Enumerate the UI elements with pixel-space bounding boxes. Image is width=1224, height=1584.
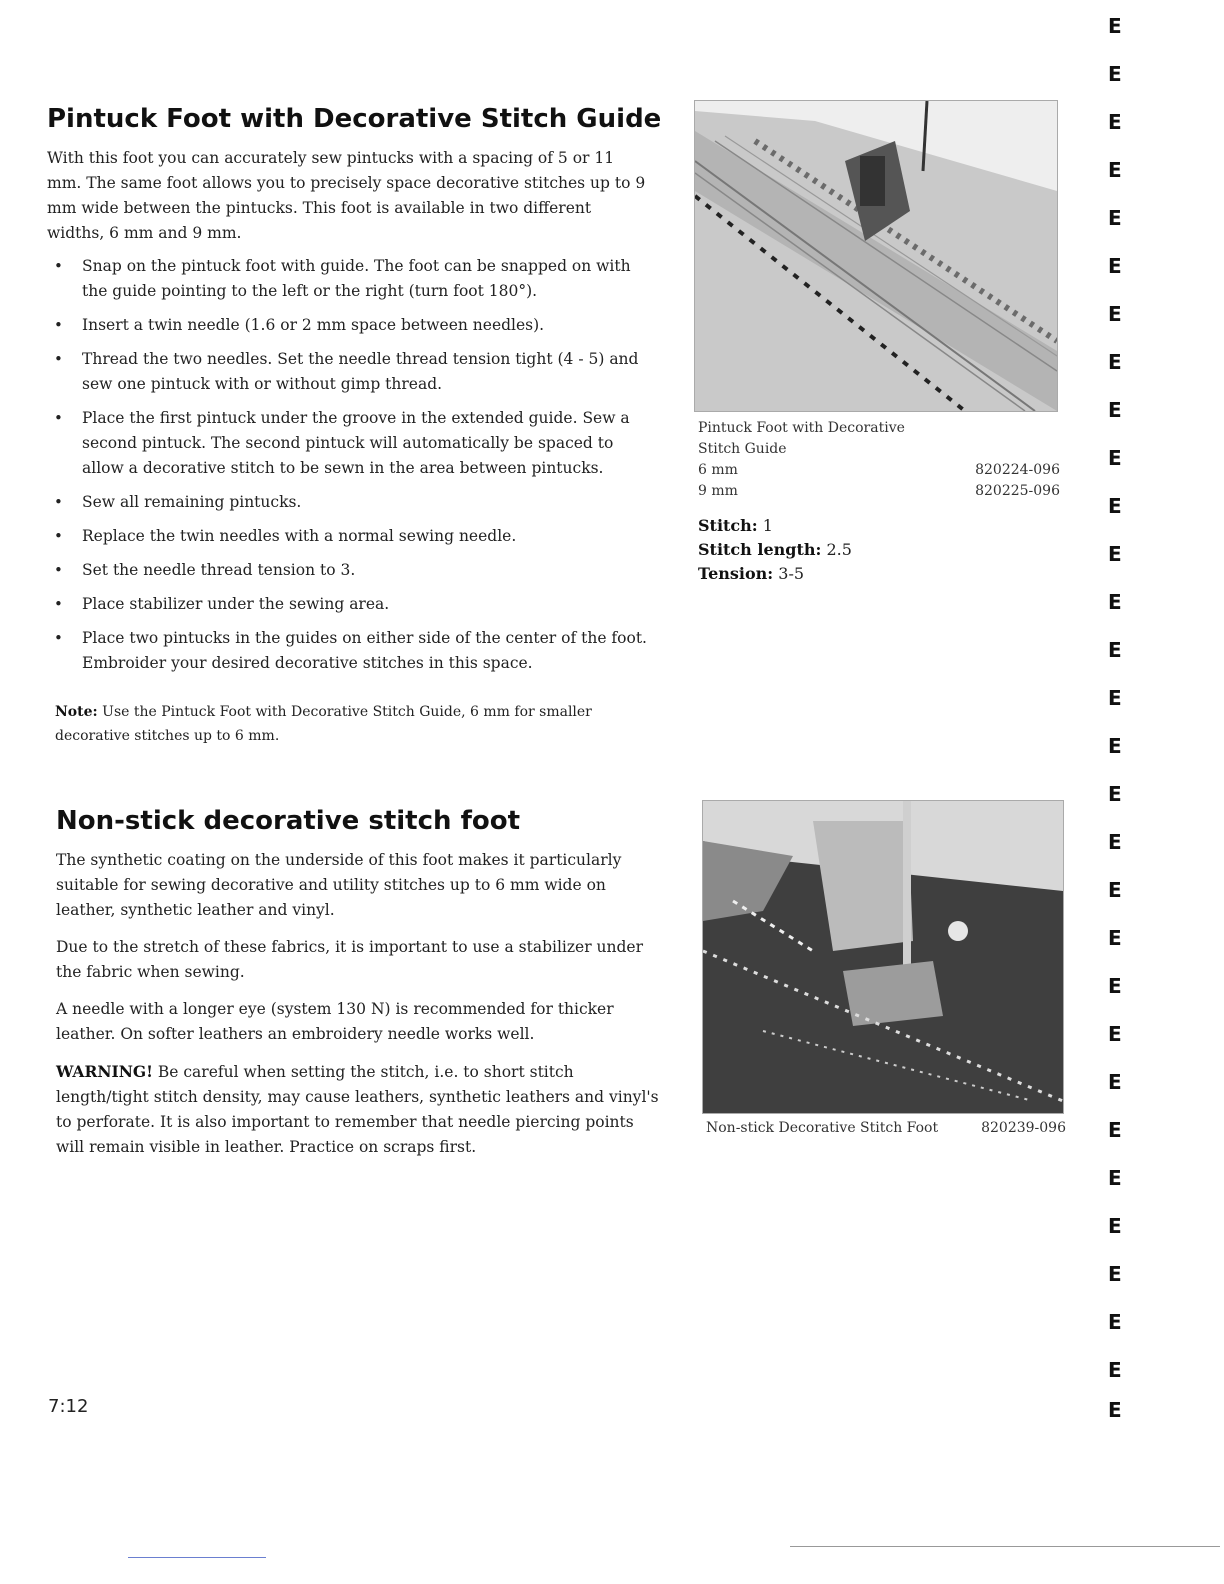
index-tab: E [1108,1358,1122,1382]
index-tab: E [1108,1166,1122,1190]
warning-label: WARNING! [56,1062,153,1081]
non-stick-photo-illustration [703,801,1063,1113]
variant-label: 6 mm [698,462,738,478]
section-title-pintuck: Pintuck Foot with Decorative Stitch Guide [47,104,662,134]
variant-label: 9 mm [698,483,738,499]
non-stick-para-3: A needle with a longer eye (system 130 N) is recommended for thicker leather. On softer leathers an embroidery needle works well. [56,1000,614,1043]
stitch-label: Stitch: [698,516,758,535]
part-number: 820239-096 [981,1120,1066,1136]
part-number: 820225-096 [975,483,1060,499]
index-tab: E [1108,494,1122,518]
tension-value: 3-5 [778,564,805,583]
stitch-value: 1 [762,516,773,535]
warning-text: Be careful when setting the stitch, i.e. to short stitch length/tight stitch density, may cause leathers, synthetic leathers and vinyl's to perforate. It is also important to remember that needle piercing points will remain visible in leather. Practice on scraps first. [56,1063,659,1156]
list-item: • Replace the twin needles with a normal sewing needle. [52,524,652,549]
pintuck-intro: With this foot you can accurately sew pintucks with a spacing of 5 or 11 mm. The same foot allows you to precisely space decorative stitches up to 9 mm wide between the pintucks. This foot is available in two different widths, 6 mm and 9 mm. [47,149,646,242]
caption-line-2: Stitch Guide [698,441,787,457]
pintuck-note [55,700,645,748]
length-value: 2.5 [826,540,852,559]
non-stick-para-1: The synthetic coating on the underside of this foot makes it particularly suitable for sewing decorative and utility stitches up to 6 mm wide on leather, synthetic leather and vinyl. [56,851,622,919]
tension-row [698,562,852,586]
index-tab: E [1108,398,1122,422]
index-tab: E [1108,1398,1122,1422]
non-stick-body [56,848,666,1160]
index-tab: E [1108,62,1122,86]
list-item: • Set the needle thread tension to 3. [52,558,652,583]
index-tab: E [1108,686,1122,710]
non-stick-foot-photo [702,800,1064,1114]
index-tab: E [1108,830,1122,854]
index-tab: E [1108,878,1122,902]
index-tab: E [1108,782,1122,806]
index-tab: E [1108,1262,1122,1286]
section-title-non-stick: Non-stick decorative stitch foot [56,806,521,836]
index-tab: E [1108,1310,1122,1334]
stitch-row [698,514,852,538]
list-item: • Place stabilizer under the sewing area. [52,592,652,617]
list-item: • Thread the two needles. Set the needle thread tension tight (4 - 5) and sew one pintuck with or without gimp thread. [52,347,652,397]
caption-line-1: Pintuck Foot with Decorative [698,420,905,436]
caption-text: Non-stick Decorative Stitch Foot [706,1120,939,1136]
pintuck-caption [698,418,1060,502]
index-tab: E [1108,590,1122,614]
index-tab: E [1108,1214,1122,1238]
list-item: • Insert a twin needle (1.6 or 2 mm space between needles). [52,313,652,338]
index-tab: E [1108,974,1122,998]
part-number: 820224-096 [975,462,1060,478]
length-label: Stitch length: [698,540,822,559]
index-tab: E [1108,302,1122,326]
index-tab: E [1108,350,1122,374]
index-tab: E [1108,254,1122,278]
footer-rule-left [128,1557,266,1558]
tension-label: Tension: [698,564,774,583]
warning-paragraph [56,1059,666,1160]
non-stick-caption [706,1118,1066,1139]
index-tab: E [1108,14,1122,38]
length-row [698,538,852,562]
index-tab: E [1108,1118,1122,1142]
footer-rule-right [790,1546,1220,1547]
note-label: Note: [55,704,98,720]
index-tab: E [1108,638,1122,662]
index-tab: E [1108,158,1122,182]
list-item: • Place two pintucks in the guides on either side of the center of the foot. Embroider your desired decorative stitches in this space. [52,626,652,676]
stitch-settings [698,514,852,586]
non-stick-para-2: Due to the stretch of these fabrics, it is important to use a stabilizer under the fabric when sewing. [56,938,644,981]
index-tab: E [1108,542,1122,566]
variant-row-9mm [698,481,1060,502]
list-item: • Snap on the pintuck foot with guide. The foot can be snapped on with the guide pointing to the left or the right (turn foot 180°). [52,254,652,304]
index-tab: E [1108,734,1122,758]
index-tab: E [1108,206,1122,230]
page-number: 7:12 [48,1396,89,1417]
list-item: • Sew all remaining pintucks. [52,490,652,515]
index-tab: E [1108,446,1122,470]
variant-row-6mm [698,460,1060,481]
index-tab: E [1108,1022,1122,1046]
pintuck-foot-photo [694,100,1058,412]
index-tab: E [1108,110,1122,134]
index-tab: E [1108,926,1122,950]
pintuck-photo-illustration [695,101,1057,411]
note-text: Use the Pintuck Foot with Decorative Stitch Guide, 6 mm for smaller decorative stitches up to 6 mm. [55,704,592,744]
index-tab: E [1108,1070,1122,1094]
list-item: • Place the first pintuck under the groove in the extended guide. Sew a second pintuck. The second pintuck will automatically be spaced to allow a decorative stitch to be sewn in the area between pintucks. [52,406,652,481]
pintuck-steps [52,254,652,685]
